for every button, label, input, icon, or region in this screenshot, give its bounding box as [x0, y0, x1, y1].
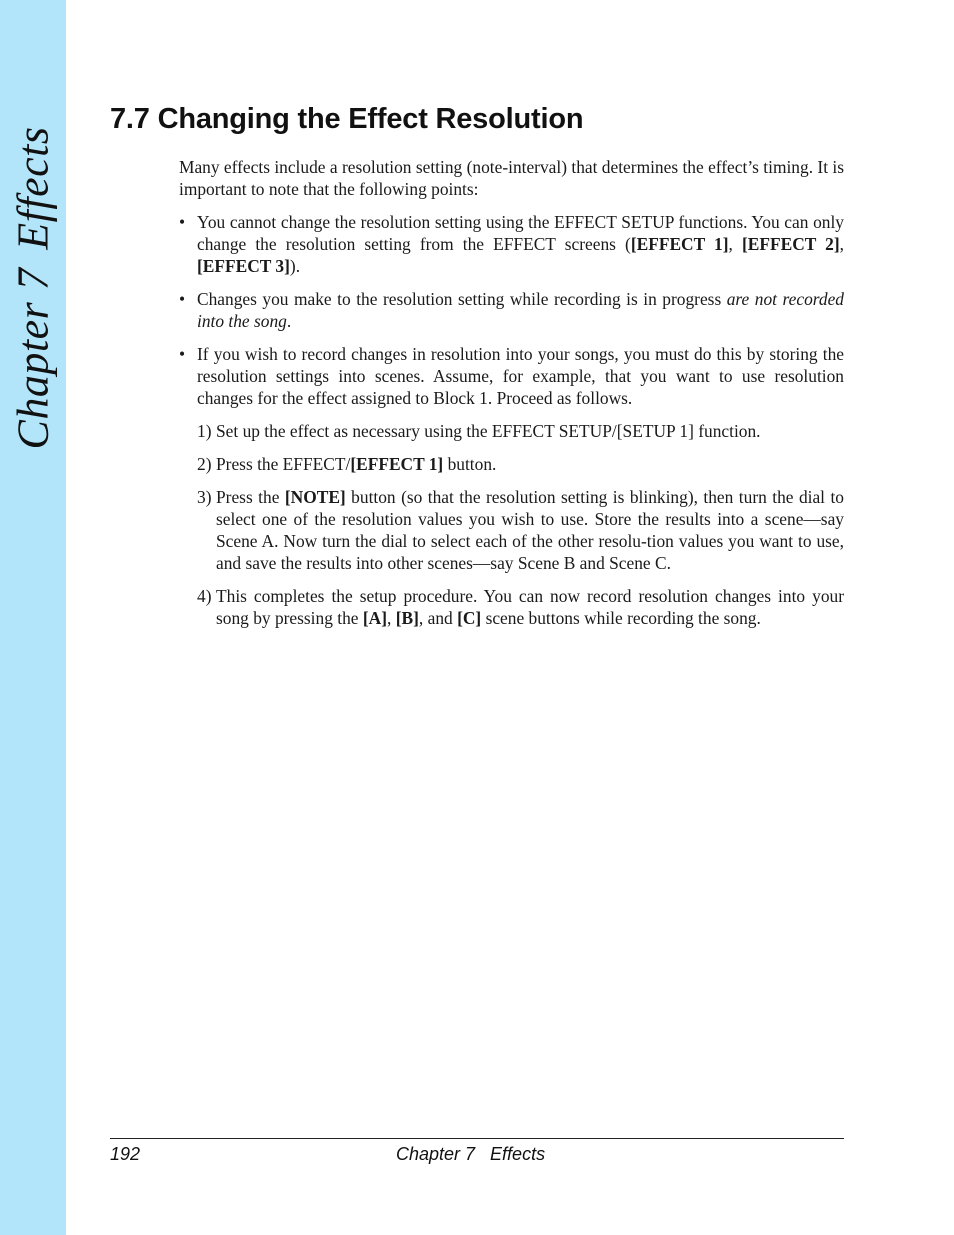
- step-text: button.: [443, 454, 497, 474]
- step-text: Press the EFFECT/: [216, 454, 351, 474]
- bullet-text: You cannot change the resolution setting using the EFFECT SETUP functions. You can only change the resolution setting from the EFFECT screens (: [197, 212, 844, 254]
- button-ref-effect-2: [EFFECT 2]: [741, 234, 840, 254]
- side-tab-chapter: Chapter 7: [8, 267, 58, 450]
- step-item: [197, 420, 844, 442]
- steps-list: [197, 420, 844, 629]
- button-ref-b: [B]: [395, 608, 419, 628]
- button-ref-note: [NOTE]: [284, 487, 346, 507]
- bullet-text: ,: [728, 234, 742, 254]
- emphasis-text: are not recorded into the song: [197, 289, 844, 331]
- step-text: ,: [387, 608, 396, 628]
- step-number: 1): [197, 421, 212, 441]
- step-text: scene buttons while recording the song.: [481, 608, 761, 628]
- bullet-text: Changes you make to the resolution setting while recording is in progress: [197, 289, 727, 309]
- step-number: 4): [197, 586, 212, 606]
- step-item: [197, 486, 844, 574]
- step-number: 2): [197, 454, 212, 474]
- button-ref-effect-1: [EFFECT 1]: [630, 234, 729, 254]
- bullet-text: ).: [289, 256, 301, 276]
- bullet-dot-icon: •: [179, 212, 186, 232]
- bullet-dot-icon: •: [179, 344, 186, 364]
- page-body: [179, 156, 844, 640]
- side-tab-title: Effects: [8, 126, 58, 250]
- intro-paragraph: Many effects include a resolution setting (note-interval) that determines the effect’s timing. It is important to note that the following points:: [179, 157, 844, 199]
- button-ref-c: [C]: [457, 608, 482, 628]
- button-ref-a: [A]: [362, 608, 388, 628]
- bullet-list: [179, 211, 844, 409]
- bullet-item: [179, 288, 844, 332]
- bullet-text: .: [286, 311, 292, 331]
- bullet-item: [179, 343, 844, 409]
- footer-chapter-label: Chapter 7 Effects: [396, 1144, 546, 1164]
- bullet-text: If you wish to record changes in resolution into your songs, you must do this by storing the resolution settings into scenes. Assume, for example, that you want to use resolution changes for the effect assigned to Block 1. Proceed as follows.: [197, 344, 844, 408]
- bullet-text: ,: [839, 234, 845, 254]
- chapter-side-tab: [0, 0, 66, 1235]
- step-text: button (so that the resolution setting is blinking), then turn the dial to select one of the resolution values you wish to use. Store the results into a scene—say Scene A. Now turn the dial to select each of the other resolu-tion values you want to use, and save the results into other scenes—say Scene B and Scene C.: [216, 487, 844, 573]
- page-number: 192: [110, 1144, 141, 1164]
- chapter-side-tab-label: [8, 127, 59, 450]
- step-text: Set up the effect as necessary using the EFFECT SETUP/[SETUP 1] function.: [216, 421, 761, 441]
- step-text: This completes the setup procedure. You can now record resolution changes into your song by pressing the: [216, 586, 844, 628]
- button-ref-effect-1: [EFFECT 1]: [350, 454, 444, 474]
- section-title: 7.7 Changing the Effect Resolution: [110, 103, 584, 135]
- step-item: [197, 453, 844, 475]
- step-number: 3): [197, 487, 212, 507]
- step-text: Press the: [216, 487, 285, 507]
- button-ref-effect-3: [EFFECT 3]: [197, 256, 290, 276]
- step-text: , and: [418, 608, 458, 628]
- bullet-item: [179, 211, 844, 277]
- bullet-dot-icon: •: [179, 289, 186, 309]
- step-item: [197, 585, 844, 629]
- footer-divider: [110, 1138, 844, 1139]
